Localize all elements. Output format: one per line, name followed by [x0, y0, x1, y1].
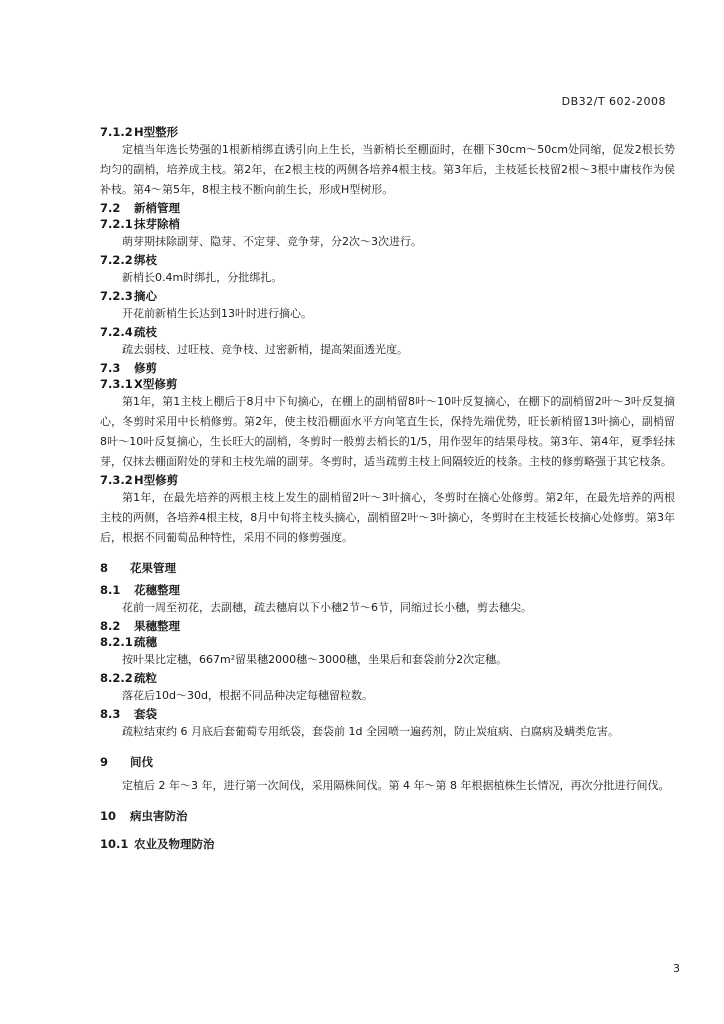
heading-7-3-1: [100, 376, 675, 392]
heading-title: 疏穗: [134, 635, 157, 649]
heading-number: 8.1: [100, 583, 121, 597]
heading-8-3: [100, 706, 675, 722]
heading-title: 绑枝: [134, 253, 157, 267]
heading-title: 农业及物理防治: [134, 837, 215, 851]
heading-7-2-3: [100, 288, 675, 304]
heading-title: 果穗整理: [134, 619, 180, 633]
heading-title: 间伐: [130, 755, 153, 769]
paragraph-7-2-4: 疏去弱枝、过旺枝、竞争枝、过密新梢，提高架面透光度。: [122, 343, 408, 356]
heading-title: 抹芽除梢: [134, 217, 180, 231]
paragraph-7-2-1: 萌芽期抹除副芽、隐芽、不定芽、竞争芽，分2次～3次进行。: [122, 235, 422, 248]
paragraph-9: 定植后 2 年～3 年，进行第一次间伐，采用隔株间伐。第 4 年～第 8 年根据植株生长情况，再次分批进行间伐。: [122, 779, 670, 792]
heading-title: 花穗整理: [134, 583, 180, 597]
heading-number: 7.3.2: [100, 473, 133, 487]
heading-title: 修剪: [134, 361, 157, 375]
paragraph-8-2-2: 落花后10d～30d，根据不同品种决定每穗留粒数。: [122, 689, 373, 702]
document-body: [100, 124, 675, 852]
heading-number: 7.2.4: [100, 325, 133, 339]
page-number: 3: [673, 962, 680, 975]
heading-number: 10.1: [100, 837, 129, 851]
heading-number: 7.1.2: [100, 125, 133, 139]
heading-8-2: [100, 618, 675, 634]
standard-code: DB32/T 602-2008: [561, 95, 666, 108]
heading-number: 8.3: [100, 707, 121, 721]
heading-number: 8.2.1: [100, 635, 133, 649]
heading-number: 10: [100, 809, 117, 823]
heading-8-2-1: [100, 634, 675, 650]
paragraph-7-3-2: 第1年，在最先培养的两根主枝上发生的副梢留2叶～3叶摘心，冬剪时在摘心处修剪。第2年，在最先培养的两根主枝的两侧，各培养4根主枝，8月中旬将主枝头摘心，副梢留2叶～3叶摘心，冬剪时在主枝延长枝摘心处修剪。第3年后，根据不同葡萄品种特性，采用不同的修剪强度。: [100, 491, 675, 544]
paragraph-7-3-1: 第1年，第1主枝上棚后于8月中下旬摘心，在棚上的副梢留8叶～10叶反复摘心，在棚下的副梢留2叶～3叶反复摘心，冬剪时采用中长梢修剪。第2年，使主枝沿棚面水平方向笔直生长，保持先端优势，旺长新梢留13叶摘心，副梢留8叶～10叶反复摘心，生长旺大的副梢，冬剪时一般剪去梢长的1/5，用作翌年的结果母枝。第3年、第4年，夏季轻抹芽，仅抹去棚面附处的芽和主枝先端的副芽。冬剪时，适当疏剪主枝上间隔较近的枝条。主枝的修剪略强于其它枝条。: [100, 395, 675, 468]
heading-7-3-2: [100, 472, 675, 488]
heading-title: X型修剪: [134, 377, 178, 391]
spacer: [100, 548, 675, 560]
heading-title: 新梢管理: [134, 201, 180, 215]
heading-7-1-2: [100, 124, 675, 140]
heading-9: [100, 754, 675, 770]
paragraph-7-2-3: 开花前新梢生长达到13叶时进行摘心。: [122, 307, 312, 320]
heading-title: 疏枝: [134, 325, 157, 339]
heading-number: 8.2: [100, 619, 121, 633]
heading-8: [100, 560, 675, 576]
paragraph-8-2-1: 按叶果比定穗，667m²留果穗2000穗～3000穗，坐果后和套袋前分2次定穗。: [122, 653, 508, 666]
heading-7-2-4: [100, 324, 675, 340]
heading-title: 花果管理: [130, 561, 176, 575]
heading-7-2-2: [100, 252, 675, 268]
heading-number: 7.3.1: [100, 377, 133, 391]
heading-title: 病虫害防治: [130, 809, 188, 823]
spacer: [100, 796, 675, 808]
paragraph-8-3: 疏粒结束约 6 月底后套葡萄专用纸袋，套袋前 1d 全园喷一遍药剂，防止炭疽病、白腐病及螨类危害。: [122, 725, 619, 738]
heading-number: 7.2.3: [100, 289, 133, 303]
heading-number: 7.2.2: [100, 253, 133, 267]
heading-8-1: [100, 582, 675, 598]
heading-10: [100, 808, 675, 824]
paragraph-7-2-2: 新梢长0.4m时绑扎，分批绑扎。: [122, 271, 283, 284]
paragraph-8-1: 花前一周至初花，去副穗，疏去穗肩以下小穗2节～6节，同缩过长小穗，剪去穗尖。: [122, 601, 532, 614]
heading-7-2-1: [100, 216, 675, 232]
heading-7-3: [100, 360, 675, 376]
paragraph-7-1-2: 定植当年选长势强的1根新梢绑直诱引向上生长，当新梢长至棚面时，在棚下30cm～50cm处同缩，促发2根长势均匀的副梢，培养成主枝。第2年，在2根主枝的两侧各培养4根主枝。第3年后，主枝延长枝留2根～3根中庸枝作为侯补枝。第4～第5年，8根主枝不断向前生长，形成H型树形。: [100, 143, 675, 196]
spacer: [100, 824, 675, 836]
heading-title: H型修剪: [134, 473, 179, 487]
spacer: [100, 742, 675, 754]
heading-title: 疏粒: [134, 671, 157, 685]
heading-10-1: [100, 836, 675, 852]
heading-title: 套袋: [134, 707, 157, 721]
heading-number: 8.2.2: [100, 671, 133, 685]
heading-8-2-2: [100, 670, 675, 686]
heading-title: 摘心: [134, 289, 157, 303]
heading-number: 7.2.1: [100, 217, 133, 231]
heading-7-2: [100, 200, 675, 216]
heading-number: 9: [100, 755, 109, 769]
heading-number: 7.3: [100, 361, 121, 375]
heading-number: 7.2: [100, 201, 121, 215]
heading-title: H型整形: [134, 125, 179, 139]
heading-number: 8: [100, 561, 109, 575]
